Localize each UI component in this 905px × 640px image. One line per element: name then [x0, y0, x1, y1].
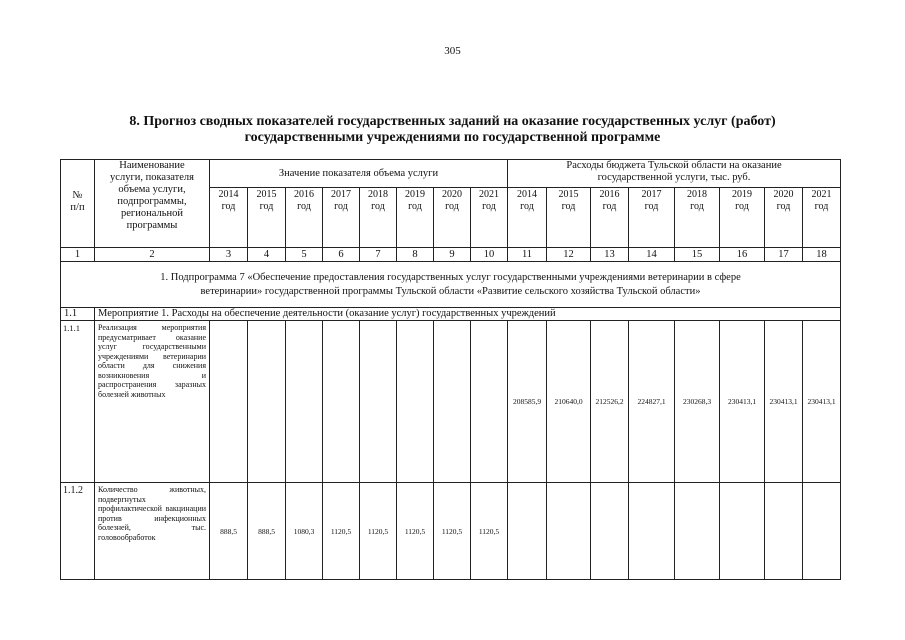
expense-value-cell: 224827,1 [629, 321, 675, 483]
row-num: 1.1.1 [61, 321, 95, 483]
column-number: 13 [591, 248, 629, 262]
volume-value-cell [210, 321, 248, 483]
expense-year-7: 2021 год [803, 188, 841, 248]
expense-year-2: 2016 год [591, 188, 629, 248]
column-number: 2 [95, 248, 210, 262]
column-number: 7 [360, 248, 397, 262]
column-number: 8 [397, 248, 434, 262]
header-expense-group: Расходы бюджета Тульской области на оказание государственной услуги, тыс. руб. [508, 160, 841, 188]
title-line-1: 8. Прогноз сводных показателей государственных заданий на оказание государственных услуг (работ) [129, 114, 776, 129]
expense-value-cell [508, 483, 547, 580]
volume-value-cell: 888,5 [210, 483, 248, 580]
column-number: 4 [248, 248, 286, 262]
expense-value-cell [629, 483, 675, 580]
expense-year-6: 2020 год [765, 188, 803, 248]
volume-year-2: 2016 год [286, 188, 323, 248]
volume-value-cell [434, 321, 471, 483]
expense-value-cell: 230413,1 [803, 321, 841, 483]
row-num: 1.1 [61, 308, 95, 321]
expense-year-0: 2014 год [508, 188, 547, 248]
expense-value-cell [765, 483, 803, 580]
expense-value-cell: 210640,0 [547, 321, 591, 483]
column-number: 12 [547, 248, 591, 262]
measure-name: Мероприятие 1. Расходы на обеспечение деятельности (оказание услуг) государственных учреждений [95, 308, 841, 321]
row-num: 1.1.2 [61, 483, 95, 580]
column-number: 11 [508, 248, 547, 262]
volume-value-cell: 1120,5 [471, 483, 508, 580]
volume-year-7: 2021 год [471, 188, 508, 248]
volume-value-cell [323, 321, 360, 483]
volume-value-cell: 1120,5 [434, 483, 471, 580]
volume-year-4: 2018 год [360, 188, 397, 248]
volume-value-cell [248, 321, 286, 483]
subprogram-row: 1. Подпрограмма 7 «Обеспечение предоставления государственных услуг государственными учреждениями ветеринарии в сфере ветеринарии» государственной программы Тульской области «Развитие сельского хозяйства Тульской области» [61, 262, 841, 308]
column-number: 14 [629, 248, 675, 262]
column-number: 17 [765, 248, 803, 262]
volume-value-cell [360, 321, 397, 483]
expense-value-cell [803, 483, 841, 580]
column-number: 1 [61, 248, 95, 262]
column-number: 5 [286, 248, 323, 262]
expense-value-cell [675, 483, 720, 580]
volume-value-cell: 1120,5 [397, 483, 434, 580]
column-number: 16 [720, 248, 765, 262]
expense-year-3: 2017 год [629, 188, 675, 248]
header-volume-group: Значение показателя объема услуги [210, 160, 508, 188]
column-number: 15 [675, 248, 720, 262]
volume-value-cell: 1080,3 [286, 483, 323, 580]
title-line-2: государственными учреждениями по государственной программе [244, 130, 661, 145]
expense-value-cell: 230413,1 [765, 321, 803, 483]
volume-value-cell [286, 321, 323, 483]
volume-year-6: 2020 год [434, 188, 471, 248]
forecast-table [60, 159, 841, 580]
expense-year-5: 2019 год [720, 188, 765, 248]
header-num: № п/п [61, 160, 95, 248]
expense-value-cell [720, 483, 765, 580]
expense-value-cell: 208585,9 [508, 321, 547, 483]
column-number: 6 [323, 248, 360, 262]
volume-year-5: 2019 год [397, 188, 434, 248]
column-number: 9 [434, 248, 471, 262]
column-number: 3 [210, 248, 248, 262]
volume-value-cell: 1120,5 [323, 483, 360, 580]
expense-year-1: 2015 год [547, 188, 591, 248]
volume-value-cell [397, 321, 434, 483]
expense-value-cell [591, 483, 629, 580]
row-name: Реализация мероприятия предусматривает оказание услуг государственными учреждениями ветеринарии области для снижения возникновения и распространения заразных болезней животных [95, 321, 210, 483]
expense-value-cell: 230413,1 [720, 321, 765, 483]
row-name: Количество животных, подвергнутых профилактической вакцинации против инфекционных болезней, тыс. головообработок [95, 483, 210, 580]
expense-value-cell: 212526,2 [591, 321, 629, 483]
volume-value-cell: 888,5 [248, 483, 286, 580]
page-number: 305 [444, 45, 461, 57]
volume-value-cell: 1120,5 [360, 483, 397, 580]
header-name: Наименование услуги, показателя объема услуги, подпрограммы, региональной программы [95, 160, 210, 248]
expense-value-cell [547, 483, 591, 580]
page-title [60, 114, 845, 146]
expense-value-cell: 230268,3 [675, 321, 720, 483]
volume-year-0: 2014 год [210, 188, 248, 248]
volume-year-1: 2015 год [248, 188, 286, 248]
column-number: 18 [803, 248, 841, 262]
expense-year-4: 2018 год [675, 188, 720, 248]
column-number: 10 [471, 248, 508, 262]
volume-value-cell [471, 321, 508, 483]
volume-year-3: 2017 год [323, 188, 360, 248]
